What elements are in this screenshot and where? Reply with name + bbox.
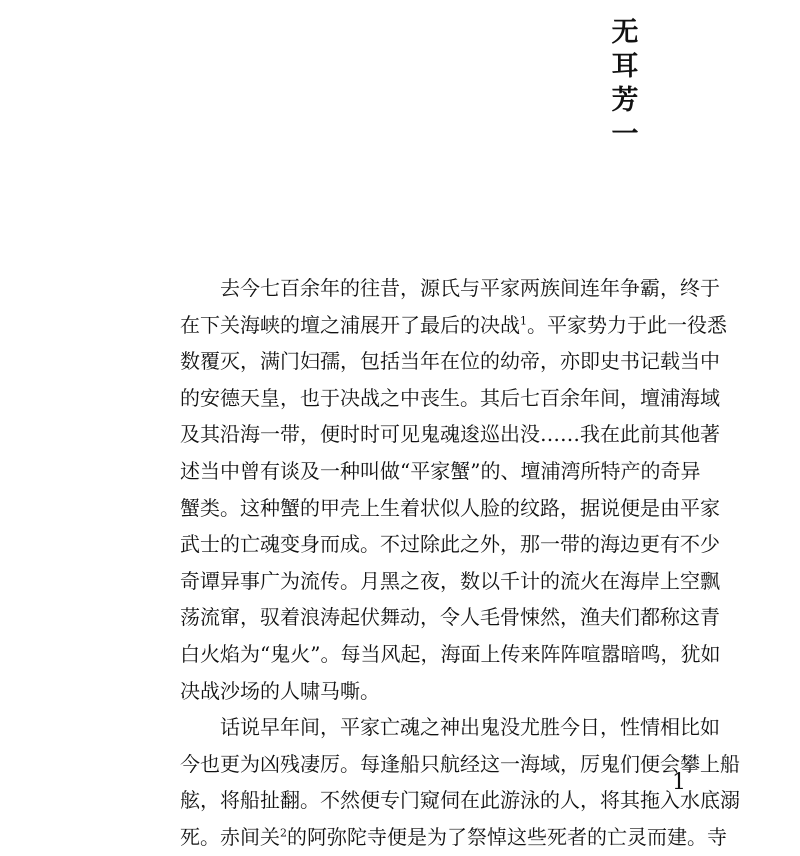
text-line xyxy=(180,673,640,710)
text-line xyxy=(180,599,720,636)
line-text: 今也更为凶残凄厉。每逢船只航经这一海域，厉鬼们便会攀上船 xyxy=(180,751,740,776)
line-text: 蟹类。这种蟹的甲壳上生着状似人脸的纹路，据说便是由平家 xyxy=(180,495,720,520)
line-text: 在下关海峡的壇之浦展开了最后的决战 xyxy=(180,312,520,337)
line-text: 武士的亡魂变身而成。不过除此之外，那一带的海边更有不少 xyxy=(180,532,720,557)
text-line xyxy=(180,636,721,673)
line-text: 及其沿海一带，便时时可见鬼魂逡巡出没……我在此前其他著 xyxy=(180,422,720,447)
line-text: 去今七百余年的往昔，源氏与平家两族间连年争霸，终于 xyxy=(220,276,720,300)
text-line xyxy=(180,416,720,453)
text-line xyxy=(180,563,720,600)
line-text: 死。赤间关 xyxy=(180,824,280,849)
line-text: 的安德天皇，也于决战之中丧生。其后七百余年间，壇浦海域 xyxy=(180,385,720,410)
page-number: 1 xyxy=(672,770,686,795)
body-text xyxy=(180,270,740,856)
text-line xyxy=(180,490,720,527)
line-text: 决战沙场的人啸马嘶。 xyxy=(180,678,380,703)
text-line xyxy=(180,782,740,819)
line-text: 述当中曾有谈及一种叫做“平家蟹”的、壇浦湾所特产的奇异 xyxy=(180,458,701,483)
line-text-continued: 。平家势力于此一役悉 xyxy=(527,312,727,337)
text-line xyxy=(180,746,740,783)
line-text: 舷，将船扯翻。不然便专门窥伺在此游泳的人，将其拖入水底溺 xyxy=(180,788,740,813)
title-character: 一 xyxy=(611,119,639,150)
line-text: 荡流窜，驭着浪涛起伏舞动，令人毛骨悚然，渔夫们都称这青 xyxy=(180,605,720,630)
title-character: 耳 xyxy=(611,51,639,82)
footnote-marker: 1 xyxy=(520,313,527,327)
text-line xyxy=(180,709,720,746)
text-line xyxy=(180,526,720,563)
line-text: 白火焰为“鬼火”。每当风起，海面上传来阵阵喧嚣暗鸣，犹如 xyxy=(180,641,721,666)
text-line xyxy=(180,307,727,344)
title-character: 芳 xyxy=(611,85,639,116)
line-text: 数覆灭，满门妇孺，包括当年在位的幼帝，亦即史书记载当中 xyxy=(180,349,720,374)
text-line xyxy=(180,343,720,380)
line-text-continued: 的阿弥陀寺便是为了祭悼这些死者的亡灵而建。寺 xyxy=(287,824,727,849)
text-line xyxy=(180,380,720,417)
text-line xyxy=(180,270,720,307)
text-line xyxy=(180,819,727,856)
text-line xyxy=(180,453,701,490)
line-text: 奇谭异事广为流传。月黑之夜，数以千计的流火在海岸上空飘 xyxy=(180,568,720,593)
chapter-title xyxy=(608,16,642,152)
footnote-marker: 2 xyxy=(280,826,287,840)
title-character: 无 xyxy=(611,17,639,48)
line-text: 话说早年间，平家亡魂之神出鬼没尤胜今日，性情相比如 xyxy=(220,715,720,740)
